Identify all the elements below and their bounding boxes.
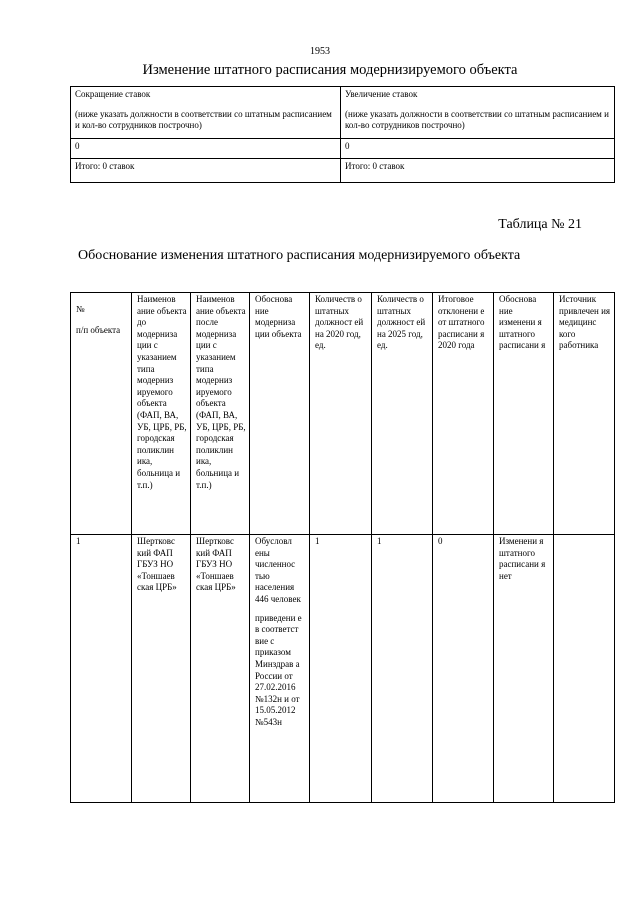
row-source xyxy=(554,535,615,803)
header-justification: Обоснова ние модерниза ции объекта xyxy=(250,293,310,535)
reduction-value: 0 xyxy=(71,139,341,159)
header-count-2025: Количеств о штатных должност ей на 2025 год, ед. xyxy=(372,293,433,535)
row-num: 1 xyxy=(71,535,132,803)
header-num xyxy=(71,293,132,535)
header-num-label: п/п объекта xyxy=(76,324,121,335)
table-row xyxy=(71,535,615,803)
header-name-before: Наименов ание объекта до модерниза ции с указанием типа модерниз ируемого объекта (ФАП, ВА, УБ, ЦРБ, РБ, городская поликлин ика, больница и т.п.) xyxy=(132,293,191,535)
reduction-total: Итого: 0 ставок xyxy=(71,159,341,183)
table-header-row xyxy=(71,293,615,535)
increase-hint: (ниже указать должности в соответствии со штатным расписанием и кол-во сотрудников построчно) xyxy=(345,109,609,130)
increase-value: 0 xyxy=(341,139,615,159)
header-num-symbol: № xyxy=(76,304,85,314)
table-cell xyxy=(71,87,341,139)
increase-total: Итого: 0 ставок xyxy=(341,159,615,183)
row-name-before: Шертковс кий ФАП ГБУЗ НО «Тоншаев ская ЦРБ» xyxy=(132,535,191,803)
table-cell xyxy=(341,87,615,139)
table-label: Таблица № 21 xyxy=(498,217,582,232)
header-source: Источник привлечен ия медицинс кого работника xyxy=(554,293,615,535)
row-name-after: Шертковс кий ФАП ГБУЗ НО «Тоншаев ская ЦРБ» xyxy=(191,535,250,803)
header-count-2020: Количеств о штатных должност ей на 2020 год, ед. xyxy=(310,293,372,535)
table-row xyxy=(71,87,615,139)
row-count-2020: 1 xyxy=(310,535,372,803)
section-title: Обоснование изменения штатного расписания модернизируемого объекта xyxy=(78,248,521,263)
table-row xyxy=(71,159,615,183)
justification-part-2: приведени е в соответст вие с приказом Минздрав а России от 27.02.2016 №132н и от 15.05.2012 №543н xyxy=(255,612,302,727)
header-change-reason: Обоснова ние изменени я штатного расписани я xyxy=(494,293,554,535)
header-name-after: Наименов ание объекта после модерниза ции с указанием типа модерниз ируемого объекта (ФАП, ВА, УБ, ЦРБ, РБ, городская поликлин ика, больница и т.п.) xyxy=(191,293,250,535)
staffing-change-table xyxy=(70,86,615,183)
justification-part-1: Обусловл ены численнос тью населения 446 человек xyxy=(255,536,301,604)
row-deviation: 0 xyxy=(433,535,494,803)
table-row xyxy=(71,139,615,159)
page-number: 1953 xyxy=(310,46,330,57)
increase-header: Увеличение ставок xyxy=(345,89,418,99)
header-deviation: Итоговое отклонени е от штатного расписани я 2020 года xyxy=(433,293,494,535)
row-change-reason: Изменени я штатного расписани я нет xyxy=(494,535,554,803)
row-justification xyxy=(250,535,310,803)
section-title: Изменение штатного расписания модернизируемого объекта xyxy=(142,62,518,78)
row-count-2025: 1 xyxy=(372,535,433,803)
reduction-hint: (ниже указать должности в соответствии со штатным расписанием и кол-во сотрудников построчно) xyxy=(75,109,332,130)
justification-table xyxy=(70,292,615,803)
reduction-header: Сокращение ставок xyxy=(75,89,151,99)
